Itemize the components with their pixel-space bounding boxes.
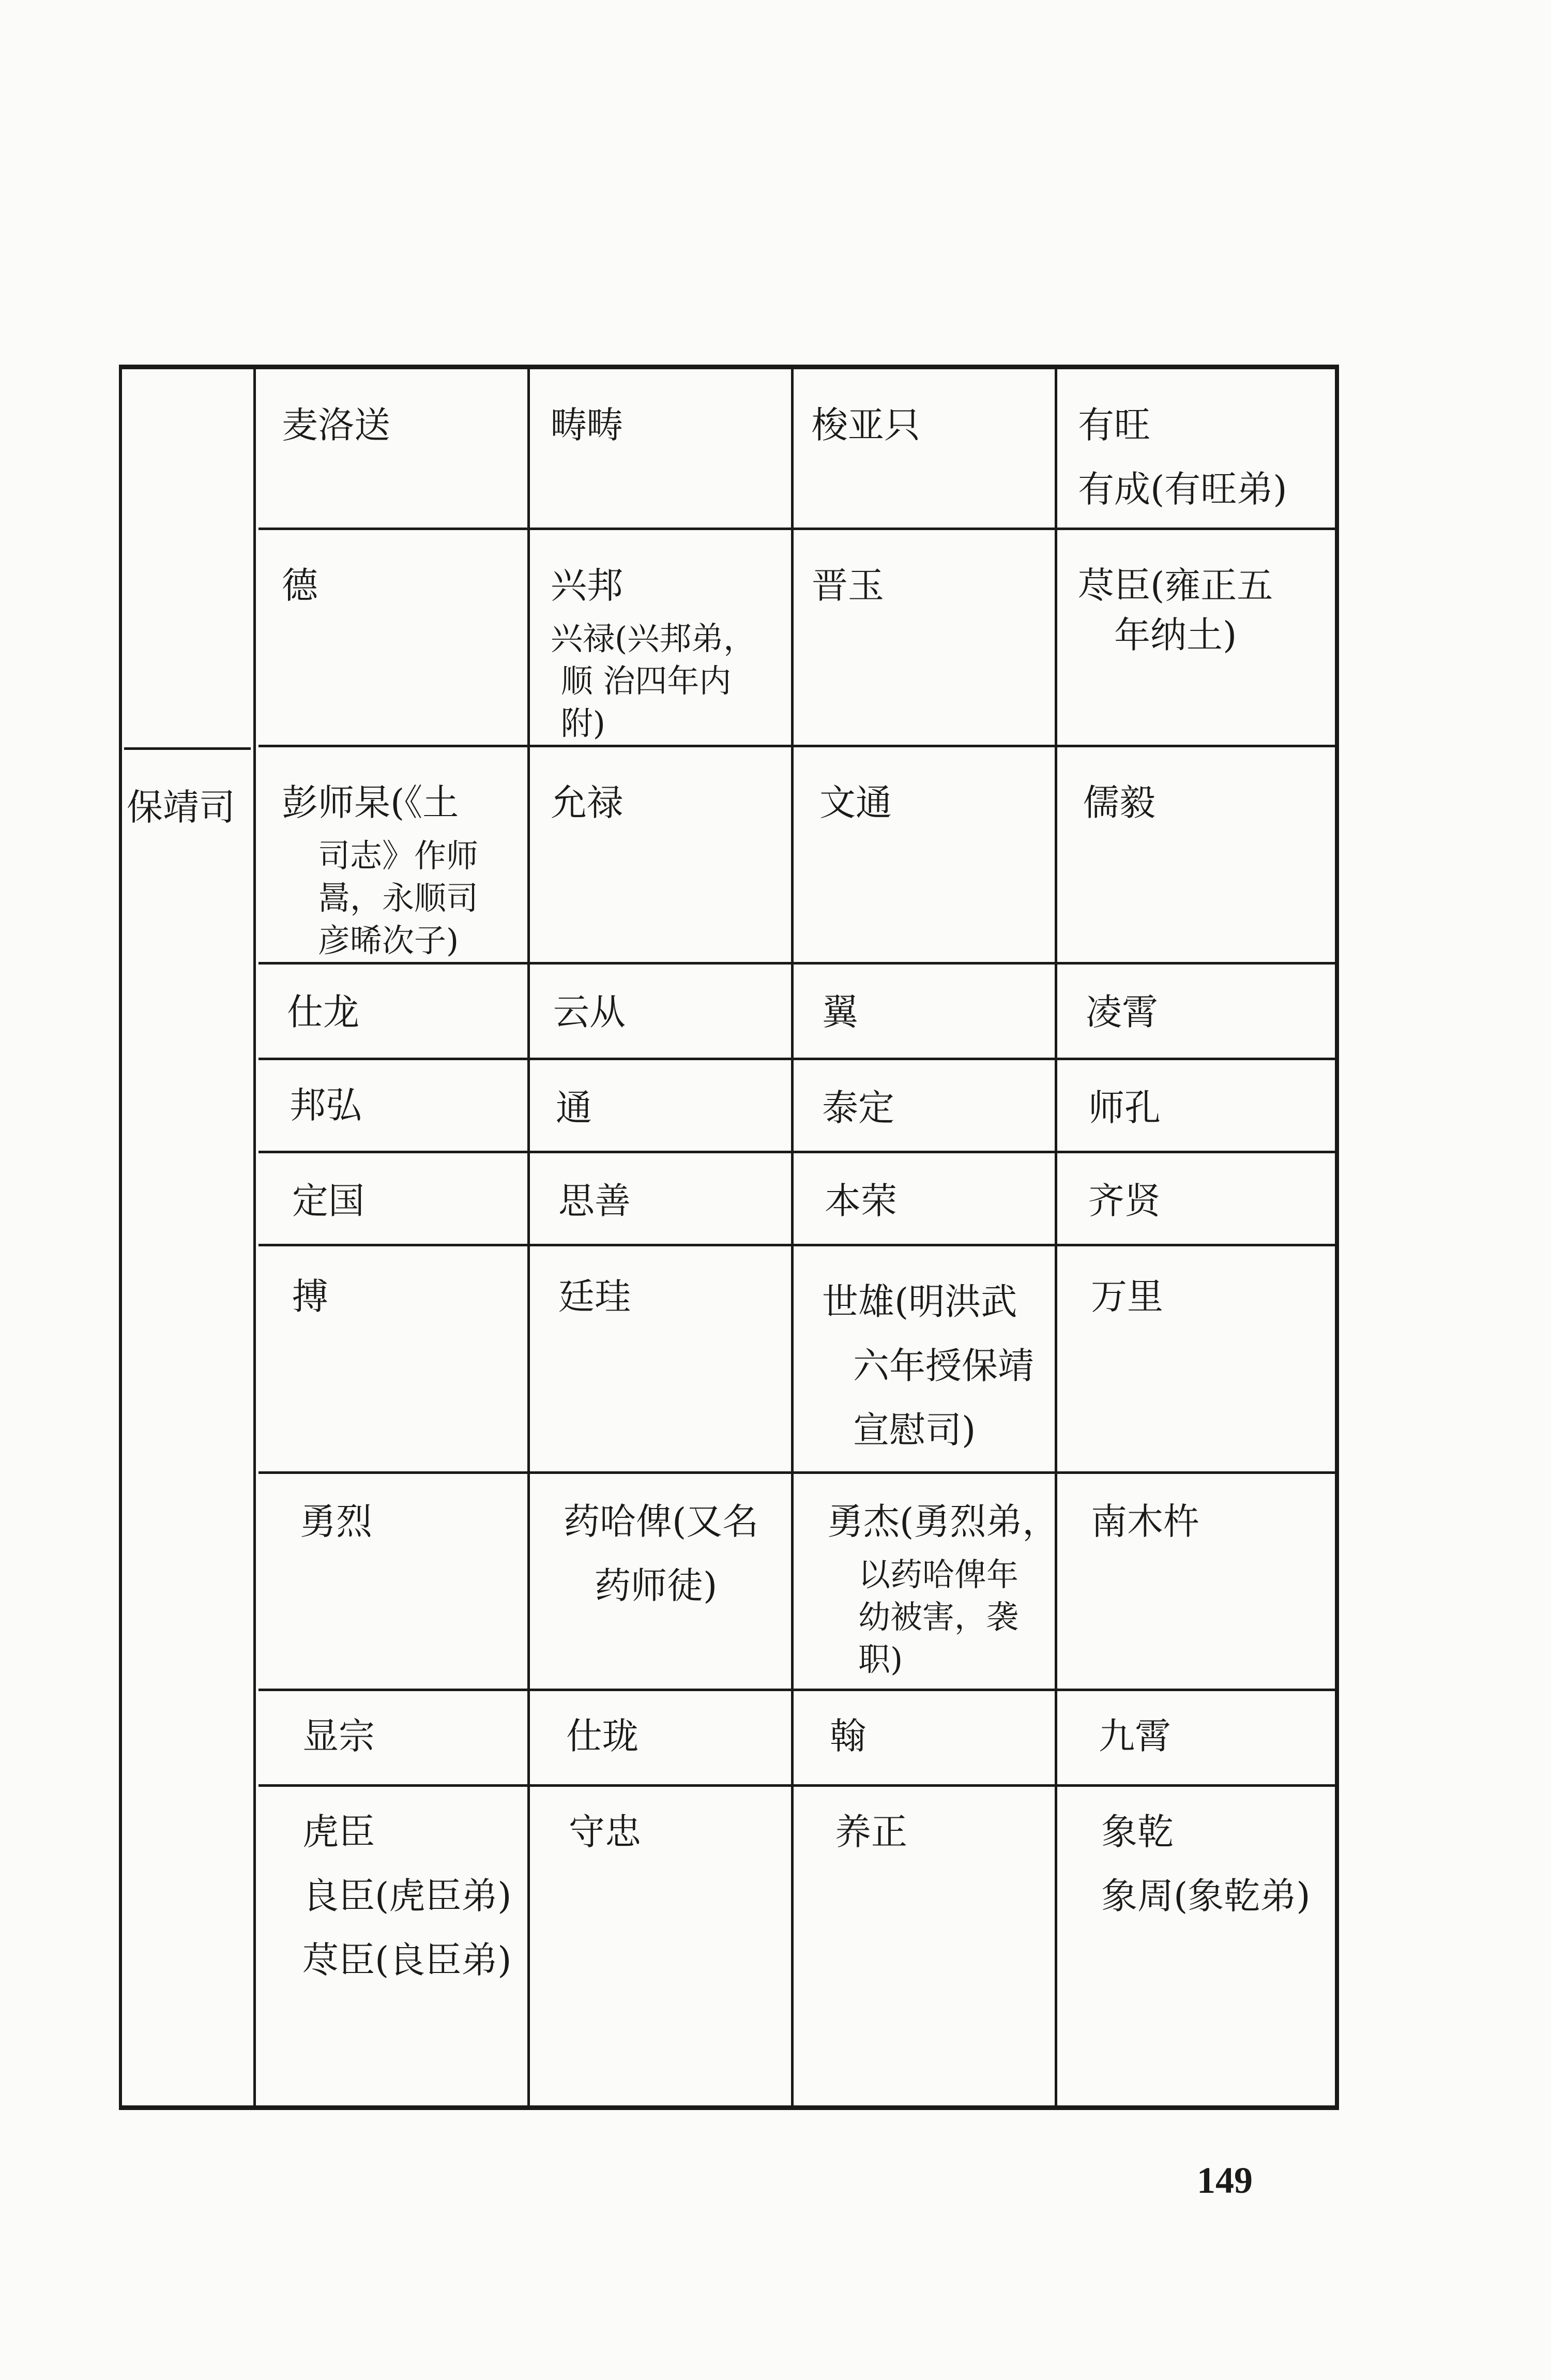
row-divider	[258, 1151, 1336, 1153]
side-label-divider	[124, 747, 251, 750]
column-divider	[791, 367, 794, 2107]
table-cell: 显宗	[302, 1715, 375, 1757]
table-cell: 允禄	[551, 781, 623, 824]
column-divider	[1055, 367, 1057, 2107]
table-cell: 麦洛送	[282, 404, 390, 446]
table-cell: 世雄(明洪武 六年授保靖 宣慰司)	[822, 1281, 1034, 1451]
row-divider	[258, 528, 1336, 530]
row-divider	[258, 1784, 1336, 1787]
table-cell: 泰定	[822, 1087, 894, 1129]
table-cell	[1078, 393, 1287, 521]
page-number: 149	[1197, 2160, 1253, 2201]
table-cell: 德	[282, 564, 318, 607]
table-cell: 晋玉	[812, 564, 884, 607]
row-divider	[258, 745, 1336, 747]
row-divider	[258, 1058, 1336, 1060]
table-cell: 搏	[292, 1275, 328, 1318]
side-label-baojing: 保靖司	[127, 786, 235, 829]
table-cell: 梭亚只	[812, 404, 920, 446]
table-cell: 兴邦 兴禄(兴邦弟， 顺 治四年内 附)	[551, 564, 756, 742]
table-cell: 翼	[822, 991, 858, 1033]
table-cell: 万里	[1091, 1275, 1163, 1318]
table-cell: 翰	[830, 1715, 866, 1757]
column-divider	[253, 367, 256, 2107]
table-cell: 思善	[558, 1180, 631, 1222]
table-cell: 九霄	[1099, 1715, 1171, 1757]
cell-line: 有旺	[1078, 404, 1150, 446]
table-cell: 廷珪	[558, 1275, 631, 1318]
row-divider	[258, 1471, 1336, 1474]
table-cell: 南木杵	[1091, 1500, 1199, 1543]
table-cell: 凌霄	[1086, 991, 1158, 1033]
table-cell: 云从	[553, 991, 626, 1033]
table-cell: 儒毅	[1083, 781, 1155, 824]
table-cell: 文通	[819, 781, 892, 824]
column-divider	[527, 367, 530, 2107]
table-cell: 虎臣 良臣(虎臣弟) 荩臣(良臣弟)	[302, 1811, 512, 1981]
table-cell: 师孔	[1088, 1087, 1161, 1129]
table-cell: 荩臣(雍正五 年纳土)	[1078, 564, 1273, 656]
row-divider	[258, 1689, 1336, 1691]
table-cell: 畴畴	[551, 404, 623, 446]
table-cell: 勇杰(勇烈弟， 以药哈俾年 幼被害，袭 职)	[827, 1500, 1059, 1678]
table-cell: 定国	[292, 1180, 364, 1222]
table-cell: 仕珑	[566, 1715, 638, 1757]
table-cell: 象乾 象周(象乾弟)	[1101, 1811, 1311, 1917]
table-cell: 本荣	[825, 1180, 897, 1222]
table-cell: 齐贤	[1088, 1180, 1161, 1222]
table-cell: 守忠	[569, 1811, 641, 1853]
table-cell: 仕龙	[287, 991, 359, 1033]
row-divider	[258, 1244, 1336, 1246]
table-cell: 养正	[835, 1811, 907, 1853]
table-cell: 药哈俾(又名 药师徒)	[564, 1500, 759, 1607]
cell-line: 有成(有旺弟)	[1078, 468, 1287, 510]
table-cell: 彭师杲(《土 司志》作师 暠，永顺司 彦晞次子)	[282, 781, 479, 959]
table-cell: 勇烈	[300, 1500, 372, 1543]
table-cell: 邦弘	[290, 1084, 362, 1126]
table-cell: 通	[556, 1087, 592, 1129]
row-divider	[258, 962, 1336, 965]
